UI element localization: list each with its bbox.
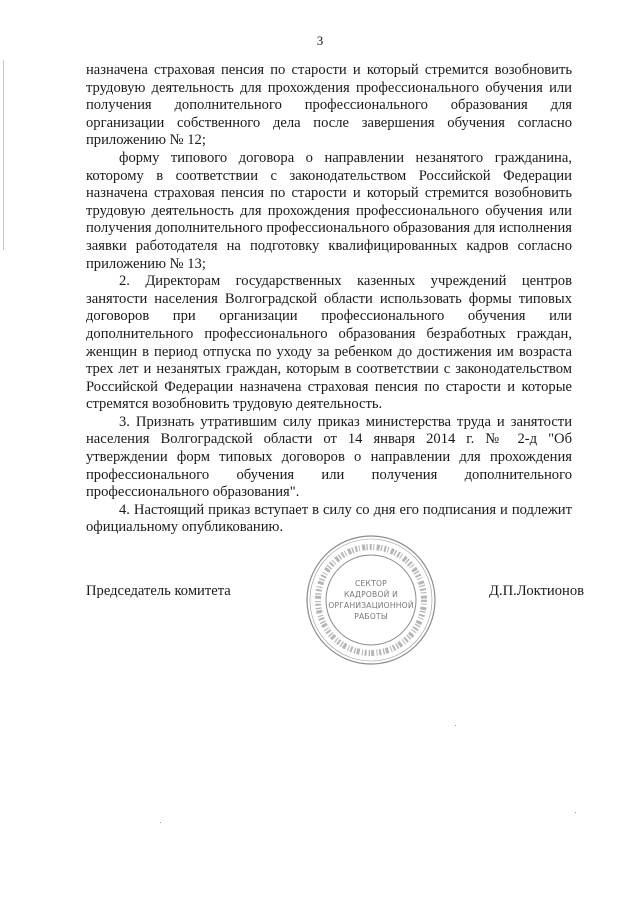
signatory-title: Председатель комитета (86, 583, 231, 599)
paragraph-5: 4. Настоящий приказ вступает в силу со дня его подписания и подлежит официальному опубликованию. (86, 501, 572, 536)
stamp-center-text (328, 579, 413, 621)
stamp-line-4: РАБОТЫ (354, 612, 388, 621)
page-number: 3 (316, 33, 324, 48)
paragraph-1: назначена страховая пенсия по старости и который стремится возобновить трудовую деятельность для прохождения профессионального обучения или получения дополнительного профессионального образования для организации собственного дела после завершения обучения согласно приложению № 12; (86, 62, 572, 149)
paragraph-2: форму типового договора о направлении незанятого гражданина, которому в соответствии с законодательством Российской Федерации назначена страховая пенсия по старости и который стремится возобновить трудовую деятельность для прохождения профессионального обучения или получения дополнительного профессионального образования для исполнения заявки работодателя на подготовку квалифицированных кадров согласно приложению № 13; (86, 149, 572, 272)
paragraph-3: 2. Директорам государственных казенных учреждений центров занятости населения Волгоградской области использовать формы типовых договоров при организации профессионального обучения или дополнительного профессионального образования безработных граждан, женщин в период отпуска по уходу за ребенком до достижения им возраста трех лет и незанятых граждан, которым в соответствии с законодательством Российской Федерации назначена страховая пенсия по старости и которые стремятся возобновить трудовую деятельность. (86, 273, 572, 413)
stamp-seal-icon (304, 533, 438, 667)
scan-edge-mark (3, 60, 4, 250)
stamp-line-3: ОРГАНИЗАЦИОННОЙ (328, 601, 414, 610)
paragraph-4: 3. Признать утратившим силу приказ министерства труда и занятости населения Волгоградской области от 14 января 2014 г. № 2-д "Об утверждении форм типовых договоров о направлении для прохождения профессионального обучения или получения дополнительного профессионального образования". (86, 413, 572, 501)
official-stamp (304, 533, 438, 667)
stamp-line-1: СЕКТОР (355, 579, 387, 588)
scan-speck (160, 822, 161, 823)
document-body (86, 62, 572, 537)
stamp-line-2: КАДРОВОЙ И (343, 590, 399, 599)
scan-speck (575, 812, 576, 813)
scan-speck (455, 725, 456, 726)
signatory-name: Д.П.Локтионов (489, 583, 585, 599)
